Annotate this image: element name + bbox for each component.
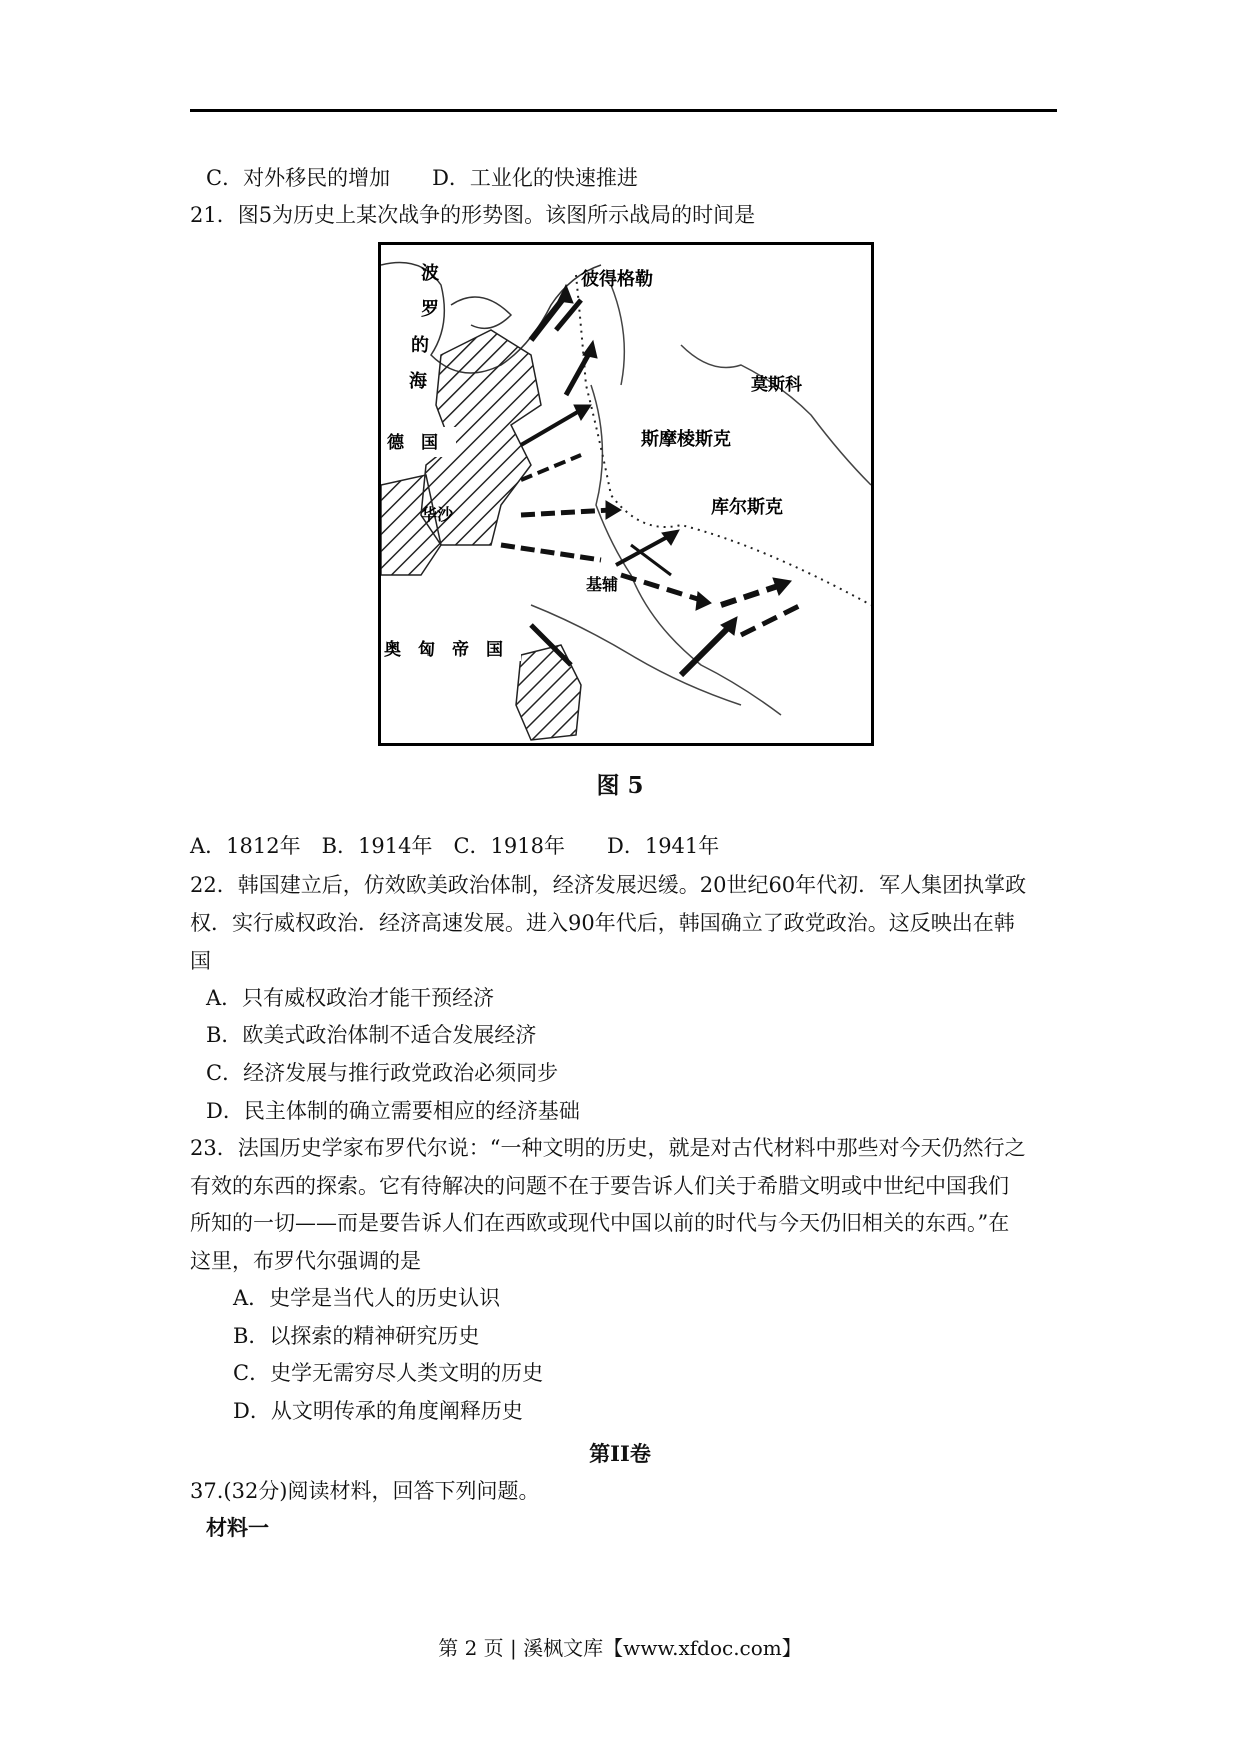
river (681, 345, 871, 485)
map-label-smolensk: 斯摩棱斯克 (641, 429, 731, 450)
map-label-austria-hungary: 奥 匈 帝 国 (384, 640, 503, 660)
q23-option-a: A．史学是当代人的历史认识 (233, 1286, 501, 1310)
page-footer: 第 2 页 | 溪枫文库【www.xfdoc.com】 (438, 1636, 802, 1660)
material-label: 材料一 (206, 1515, 269, 1540)
map-label-sea: 的 (411, 335, 429, 356)
map-label-warsaw: 华沙 (421, 505, 454, 524)
q23-stem-line: 23．法国历史学家布罗代尔说：“一种文明的历史，就是对古代材料中那些对今天仍然行之 (190, 1136, 1026, 1160)
war-situation-map (378, 242, 874, 746)
q23-option-c: C．史学无需穷尽人类文明的历史 (233, 1361, 544, 1385)
map-label-petrograd: 彼得格勒 (581, 269, 653, 290)
map-label-germany: 德 国 (387, 433, 438, 453)
map-label-sea: 罗 (421, 299, 439, 320)
q22-stem-line: 权．实行威权政治．经济高速发展。进入90年代后，韩国确立了政党政治。这反映出在韩 (190, 911, 1015, 935)
q20-options: C．对外移民的增加 D．工业化的快速推进 (206, 166, 638, 190)
q23-option-b: B．以探索的精神研究历史 (233, 1324, 480, 1348)
coastline (451, 297, 511, 328)
map-label-kursk: 库尔斯克 (711, 497, 783, 518)
map-label-sea: 海 (409, 371, 427, 392)
q22-option-b: B．欧美式政治体制不适合发展经济 (206, 1023, 537, 1047)
q22-option-a: A．只有威权政治才能干预经济 (206, 986, 495, 1010)
figure-caption: 图 5 (596, 772, 644, 799)
q22-stem-line: 国 (190, 949, 211, 973)
q21-stem: 21．图5为历史上某次战争的形势图。该图所示战局的时间是 (190, 203, 756, 227)
q23-option-d: D．从文明传承的角度阐释历史 (233, 1399, 523, 1423)
q22-option-d: D．民主体制的确立需要相应的经济基础 (206, 1099, 580, 1123)
q23-stem-line: 有效的东西的探索。它有待解决的问题不在于要告诉人们关于希腊文明或中世纪中国我们 (190, 1174, 1009, 1198)
q23-stem-line: 这里，布罗代尔强调的是 (190, 1249, 421, 1273)
map-label-sea: 波 (421, 263, 439, 284)
map-label-moscow: 莫斯科 (751, 375, 802, 395)
river (611, 285, 624, 385)
q21-options: A．1812年 B．1914年 C．1918年 D．1941年 (190, 834, 720, 858)
occupied-area (516, 645, 581, 740)
q23-stem-line: 所知的一切——而是要告诉人们在西欧或现代中国以前的时代与今天仍旧相关的东西。”在 (190, 1211, 1010, 1235)
header-rule (190, 109, 1057, 112)
map-label-kiev: 基辅 (586, 575, 619, 594)
q37-stem: 37.(32分)阅读材料，回答下列问题。 (190, 1479, 540, 1503)
section-title: 第II卷 (589, 1441, 651, 1466)
q22-stem-line: 22．韩国建立后，仿效欧美政治体制，经济发展迟缓。20世纪60年代初．军人集团执掌政 (190, 873, 1027, 897)
attack-arrows (501, 285, 801, 675)
q22-option-c: C．经济发展与推行政党政治必须同步 (206, 1061, 559, 1085)
